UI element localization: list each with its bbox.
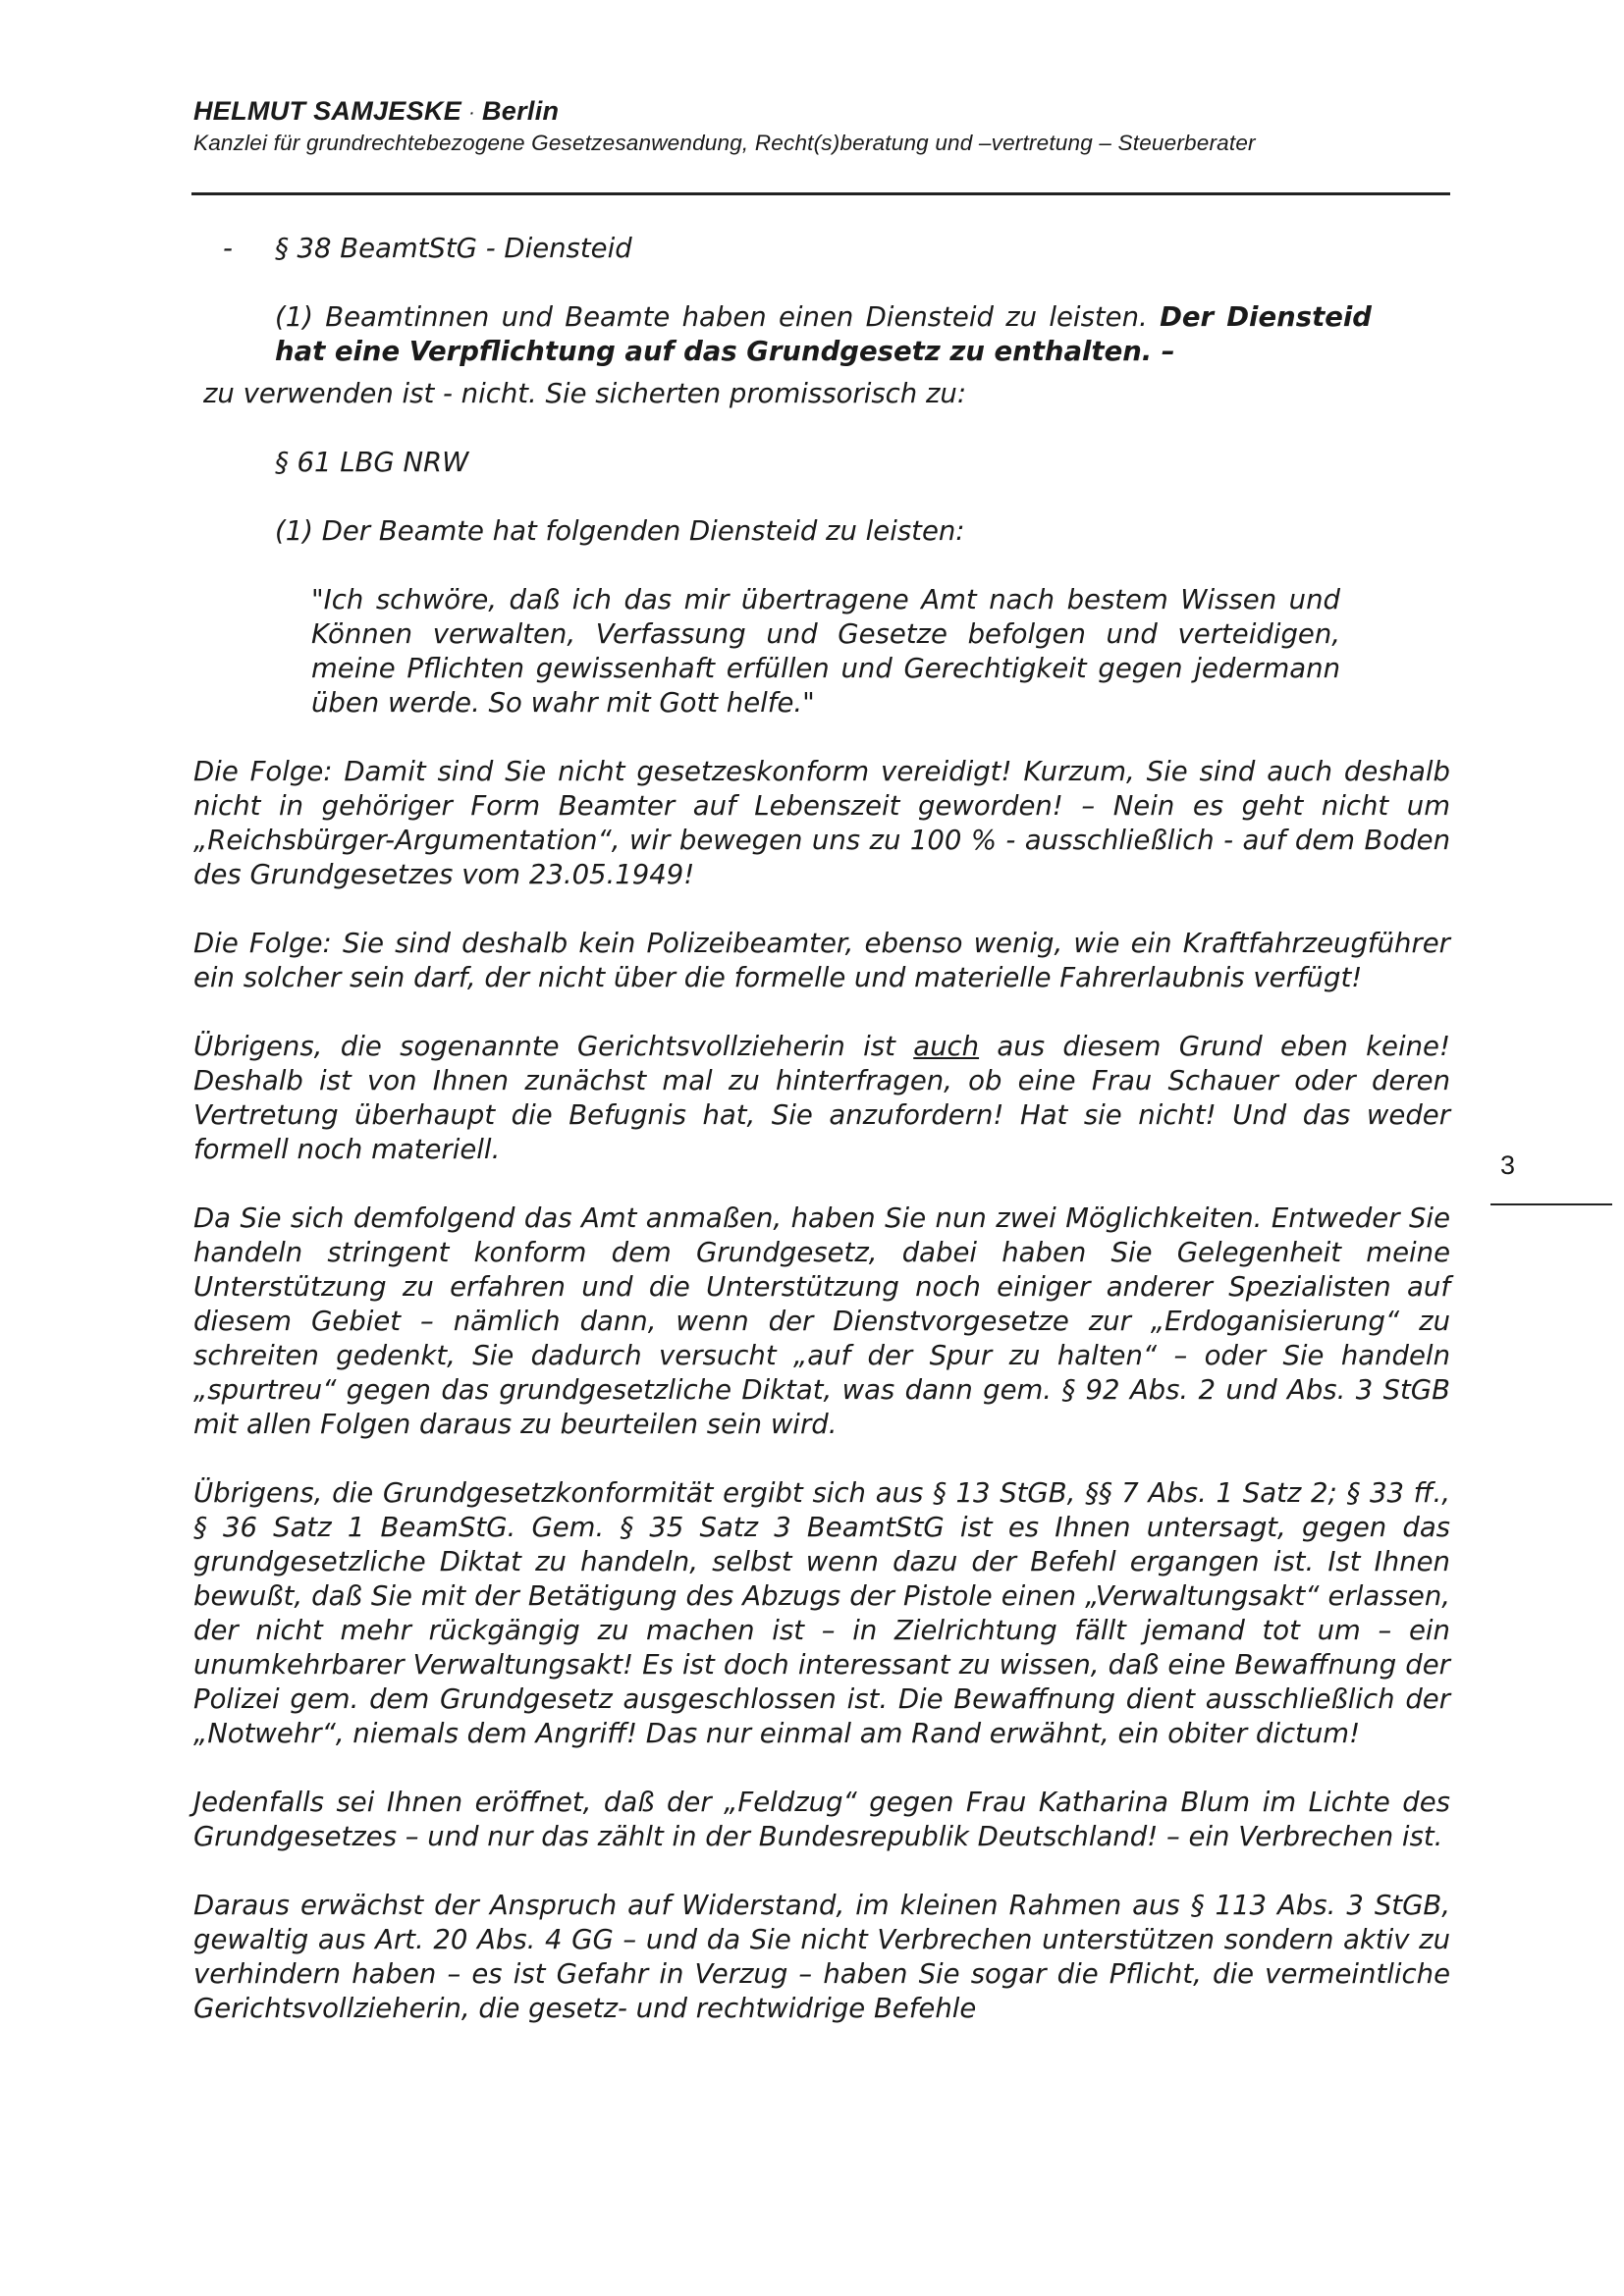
law-quote-beamtstg (275, 300, 1372, 369)
paragraph-3-start: Übrigens, die sogenannte Gerichtsvollzieherin ist (193, 1031, 914, 1062)
paragraph-1: Die Folge: Damit sind Sie nicht gesetzeskonform vereidigt! Kurzum, Sie sind auch deshalb nicht in gehöriger Form Beamter auf Lebenszeit geworden! – Nein es geht nicht um „Reichsbürger-Argumentation“, wir bewegen uns zu 100 % - ausschließlich - auf dem Boden des Grundgesetzes vom 23.05.1949! (193, 756, 1450, 890)
letterhead-subtitle: Kanzlei für grundrechtebezogene Gesetzesanwendung, Recht(s)beratung und –vertretung – Steuerberater (193, 131, 1256, 155)
header-divider (191, 192, 1450, 195)
paragraph-3-end: aus diesem Grund eben keine! Deshalb ist von Ihnen zunächst mal zu hinterfragen, ob eine Frau Schauer oder deren Vertretung überhaupt die Befugnis hat, Sie anzufordern! Hat sie nicht! Und das weder formell noch materiell. (193, 1031, 1450, 1165)
letterhead-title (193, 96, 1450, 127)
paragraph-4: Da Sie sich demfolgend das Amt anmaßen, haben Sie nun zwei Möglichkeiten. Entweder Sie handeln stringent konform dem Grundgesetz, dabei haben Sie Gelegenheit meine Unterstützung zu erfahren und die Unterstützung noch einiger anderer Spezialisten auf diesem Gebiet – nämlich dann, wenn der Dienstvorgesetze zur „Erdoganisierung“ zu schreiten gedenkt, Sie dadurch versucht „auf der Spur zu halten“ – oder Sie handeln „spurtreu“ gegen das grundgesetzliche Diktat, was dann gem. § 92 Abs. 2 und Abs. 3 StGB mit allen Folgen daraus zu beurteilen sein wird. (193, 1202, 1450, 1440)
lbg-paragraph: (1) Der Beamte hat folgenden Diensteid zu leisten: (275, 515, 965, 547)
law-quote-bold: Der Diensteid hat eine Verpflichtung auf das Grundgesetz zu enthalten. – (275, 301, 1372, 367)
author-city: Berlin (482, 96, 560, 126)
bullet-title: § 38 BeamtStG - Diensteid (275, 233, 632, 264)
bullet-heading (193, 232, 1450, 266)
paragraph-3 (193, 1030, 1450, 1167)
page-number: 3 (1500, 1150, 1516, 1180)
paragraph-2: Die Folge: Sie sind deshalb kein Polizeibeamter, ebenso wenig, wie ein Kraftfahrzeugführer ein solcher sein darf, der nicht über die formelle und materielle Fahrerlaubnis verfügt! (193, 928, 1450, 993)
law-quote-text: (1) Beamtinnen und Beamte haben einen Diensteid zu leisten. (275, 301, 1161, 333)
author-name: HELMUT SAMJESKE (193, 96, 462, 126)
separator-dot: · (469, 104, 474, 121)
document-body (193, 232, 1450, 2026)
bullet-dash: - (223, 233, 233, 264)
paragraph-5: Übrigens, die Grundgesetzkonformität ergibt sich aus § 13 StGB, §§ 7 Abs. 1 Satz 2; § 33 ff., § 36 Satz 1 BeamStG. Gem. § 35 Satz 3 BeamtStG ist es Ihnen untersagt, gegen das grundgesetzliche Diktat zu handeln, selbst wenn dazu der Befehl ergangen ist. Ist Ihnen bewußt, daß Sie mit der Betätigung des Abzugs der Pistole einen „Verwaltungsakt“ erlassen, der nicht mehr rückgängig zu machen ist – in Zielrichtung fällt jemand tot um – ein unumkehrbarer Verwaltungsakt! Es ist doch interessant zu wissen, daß eine Bewaffnung der Polizei gem. dem Grundgesetz ausgeschlossen ist. Die Bewaffnung dient ausschließlich der „Notwehr“, niemals dem Angriff! Das nur einmal am Rand erwähnt, ein obiter dictum! (193, 1477, 1450, 1749)
underlined-word: auch (913, 1031, 980, 1062)
continuation-line: zu verwenden ist - nicht. Sie sicherten promissorisch zu: (203, 378, 967, 409)
page-number-rule (1490, 1203, 1612, 1205)
paragraph-7: Daraus erwächst der Anspruch auf Widerstand, im kleinen Rahmen aus § 113 Abs. 3 StGB, gewaltig aus Art. 20 Abs. 4 GG – und da Sie nicht Verbrechen unterstützen sondern aktiv zu verhindern haben – es ist Gefahr in Verzug – haben Sie sogar die Pflicht, die vermeintliche Gerichtsvollzieherin, die gesetz- und rechtwidrige Befehle (193, 1890, 1450, 2024)
lbg-title: § 61 LBG NRW (275, 447, 469, 478)
paragraph-6: Jedenfalls sei Ihnen eröffnet, daß der „Feldzug“ gegen Frau Katharina Blum im Lichte des Grundgesetzes – und nur das zählt in der Bundesrepublik Deutschland! – ein Verbrechen ist. (193, 1787, 1450, 1852)
letterhead (193, 96, 1450, 156)
oath-quote: "Ich schwöre, daß ich das mir übertragene Amt nach bestem Wissen und Können verwalten, Verfassung und Gesetze befolgen und verteidigen, meine Pflichten gewissenhaft erfüllen und Gerechtigkeit gegen jedermann üben werde. So wahr mit Gott helfe." (311, 584, 1340, 719)
